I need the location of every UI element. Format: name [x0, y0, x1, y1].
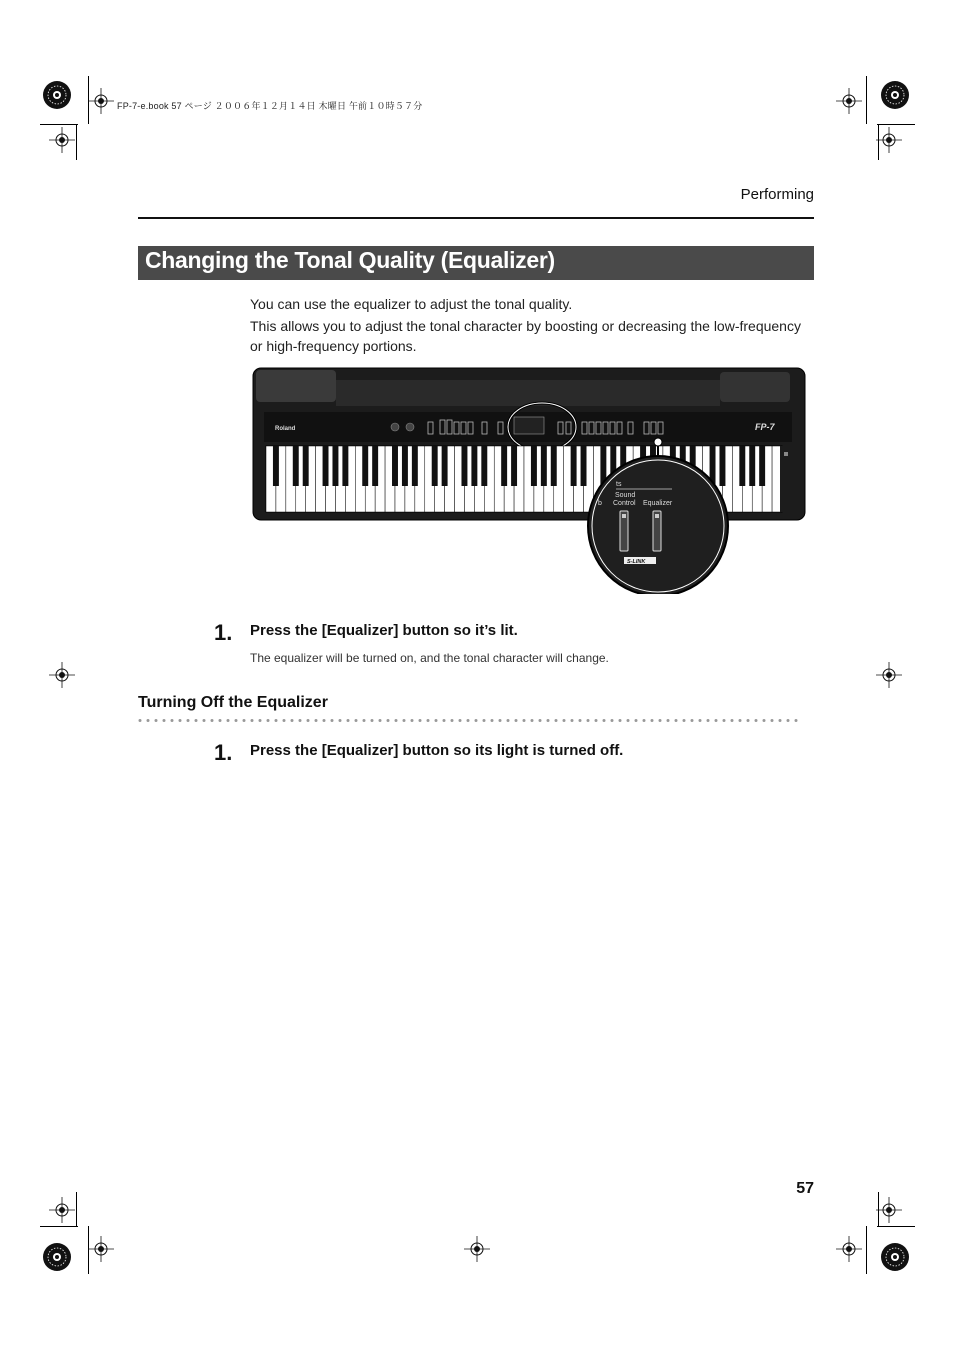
black-key	[332, 446, 338, 486]
model-logo: FP-7	[755, 422, 775, 432]
crosshair-mark-bottom-3	[464, 1236, 490, 1262]
crosshair-mark-top-3	[836, 88, 862, 114]
black-key	[412, 446, 418, 486]
black-key	[541, 446, 547, 486]
page-title: Changing the Tonal Quality (Equalizer)	[145, 247, 555, 273]
crosshair-mark-bottom-1	[49, 1197, 75, 1223]
black-key	[531, 446, 537, 486]
black-key	[362, 446, 368, 486]
file-header: FP-7-e.book 57 ページ ２００６年１２月１４日 木曜日 午前１０時５７分	[117, 101, 423, 111]
subsection-title: Turning Off the Equalizer	[138, 694, 328, 711]
black-key	[392, 446, 398, 486]
intro-line-2a: This allows you to adjust the tonal character by boosting or decreasing the low-frequency	[250, 318, 801, 334]
crosshair-mark-bottom-4	[836, 1236, 862, 1262]
crosshair-mark-mid-left	[49, 662, 75, 688]
step-1-text: Press the [Equalizer] button so it’s lit.	[250, 622, 518, 639]
callout-equalizer-label: Equalizer	[643, 500, 673, 507]
callout-link-label: S-LINK	[627, 559, 646, 565]
substep-1-number: 1.	[214, 740, 233, 765]
page-number: 57	[796, 1180, 814, 1197]
sunburst-mark-bottom-left	[42, 1242, 72, 1272]
black-key	[551, 446, 557, 486]
callout-control-label: Control	[613, 500, 636, 507]
header-rule	[138, 217, 814, 219]
piano-figure	[250, 364, 810, 594]
callout-left-cut-label: b	[598, 500, 602, 507]
crosshair-mark-top-4	[876, 127, 902, 153]
black-key	[323, 446, 329, 486]
sunburst-mark-bottom-right	[880, 1242, 910, 1272]
sunburst-mark-top-right	[880, 80, 910, 110]
black-key	[759, 446, 765, 486]
black-key	[719, 446, 725, 486]
section-name: Performing	[740, 186, 814, 203]
black-key	[432, 446, 438, 486]
callout-sound-label: Sound	[615, 492, 636, 499]
black-key	[739, 446, 745, 486]
intro-line-1: You can use the equalizer to adjust the tonal quality.	[250, 296, 573, 312]
step-1-note: The equalizer will be turned on, and the tonal character will change.	[250, 651, 609, 665]
crosshair-mark-mid-right	[876, 662, 902, 688]
black-key	[481, 446, 487, 486]
black-key	[293, 446, 299, 486]
black-key	[372, 446, 378, 486]
black-key	[571, 446, 577, 486]
intro-line-2b: or high-frequency portions.	[250, 338, 417, 354]
black-key	[273, 446, 279, 486]
crosshair-mark-top-1	[88, 88, 114, 114]
crosshair-mark-bottom-5	[876, 1197, 902, 1223]
black-key	[471, 446, 477, 486]
sunburst-mark-top-left	[42, 80, 72, 110]
black-key	[749, 446, 755, 486]
crosshair-mark-top-2	[49, 127, 75, 153]
black-key	[342, 446, 348, 486]
black-key	[442, 446, 448, 486]
dotted-rule	[138, 718, 806, 723]
substep-1-text: Press the [Equalizer] button so its light is turned off.	[250, 742, 624, 759]
brand-logo: Roland	[275, 426, 296, 432]
black-key	[501, 446, 507, 486]
step-1-number: 1.	[214, 620, 233, 645]
black-key	[402, 446, 408, 486]
black-key	[581, 446, 587, 486]
black-key	[303, 446, 309, 486]
black-key	[461, 446, 467, 486]
title-bar	[138, 246, 814, 280]
crosshair-mark-bottom-2	[88, 1236, 114, 1262]
black-key	[511, 446, 517, 486]
callout-group-label: ts	[616, 481, 622, 488]
